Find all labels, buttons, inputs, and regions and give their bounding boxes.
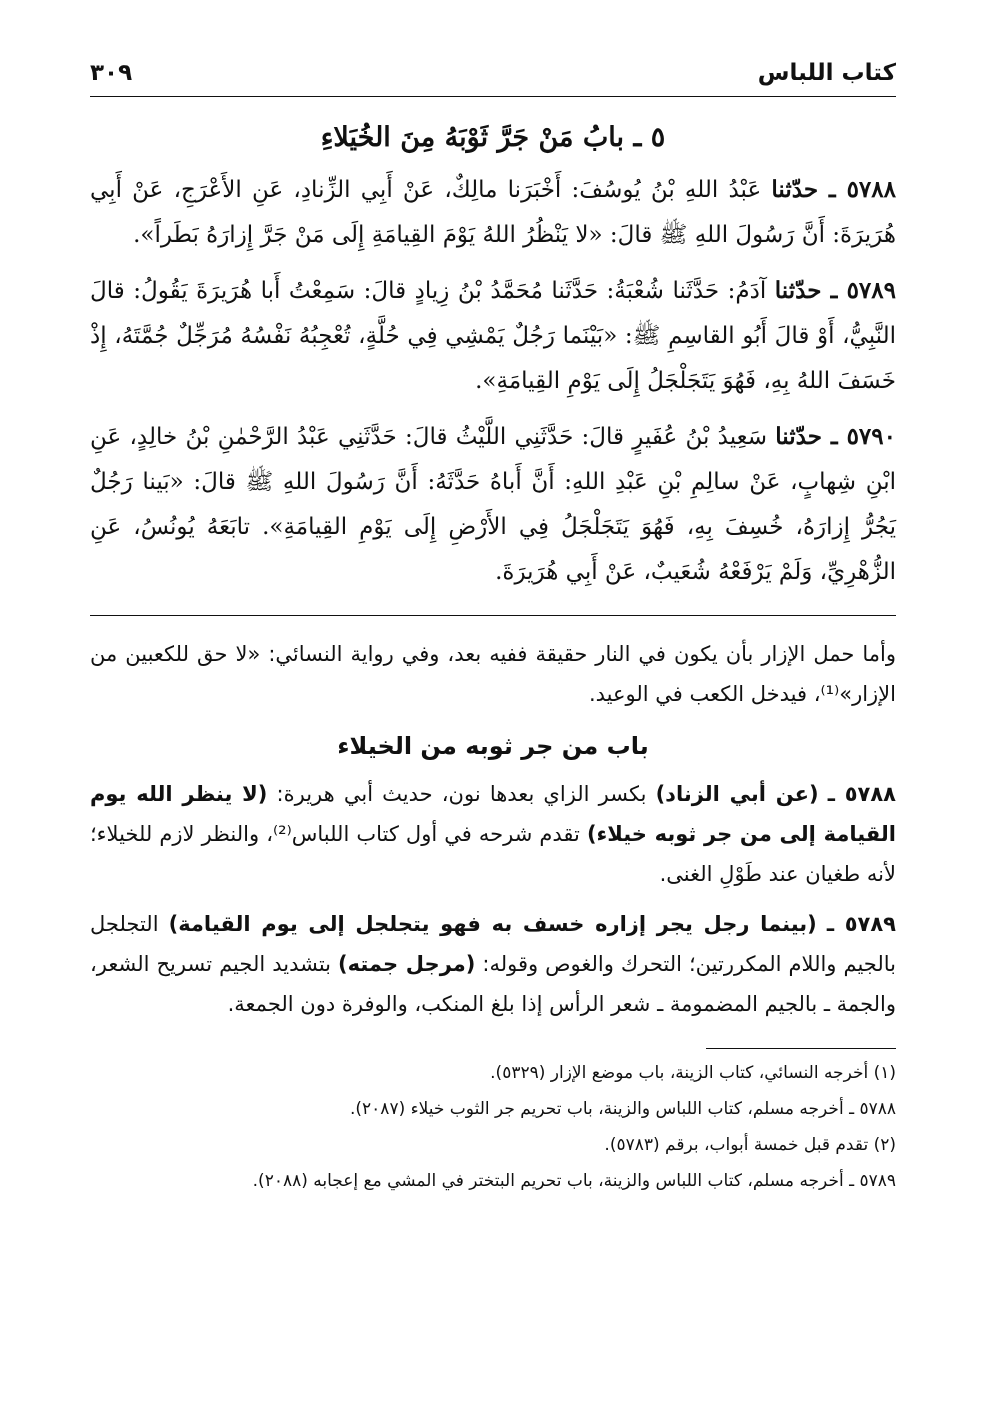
hadith-text-5790: سَعِيدُ بْنُ عُفَيرٍ قالَ: حَدَّثَنِي اللَّيْثُ قالَ: حَدَّثَنِي عَبْدُ الرَّحْمٰنِ بْنُ خالِدٍ، عَنِ ابْنِ شِهابٍ، عَنْ سالِمِ بْنِ عَبْدِ اللهِ: أَنَّ أَباهُ حَدَّثَهُ: أَنَّ رَسُولَ اللهِ ﷺ قالَ: «بَينا رَجُلٌ يَجُرُّ إِزارَهُ، خُسِفَ بِهِ، فَهُوَ يَتَجَلْجَلُ فِي الأَرْضِ إِلَى يَوْمِ القِيامَةِ». تابَعَهُ يُونُسُ، عَنِ الزُّهْرِيِّ، وَلَمْ يَرْفَعْهُ شُعَيبٌ، عَنْ أَبِي هُرَيرَةَ. bbox=[90, 424, 896, 585]
commentary-quote: (لا ينظر الله يوم القيامة إلى من جر ثوبه خيلاء) bbox=[90, 782, 896, 846]
hadith-text-5788: عَبْدُ اللهِ بْنُ يُوسُفَ: أَخْبَرَنا مالِكٌ، عَنْ أَبِي الزِّنادِ، عَنِ الأَعْرَجِ، عَنْ أَبِي هُرَيرَةَ: أَنَّ رَسُولَ اللهِ ﷺ قالَ: «لا يَنْظُرُ اللهُ يَوْمَ القِيامَةِ إِلَى مَنْ جَرَّ إِزارَهُ بَطَراً». bbox=[90, 177, 896, 248]
commentary-quote: (مرجل جمته) bbox=[338, 952, 476, 976]
hadith-text-5789: آدَمُ: حَدَّثَنا شُعْبَةُ: حَدَّثَنا مُحَمَّدُ بْنُ زِيادٍ قالَ: سَمِعْتُ أَبا هُرَيرَةَ يَقُولُ: قالَ النَّبِيُّ، أَوْ قالَ أَبُو القاسِمِ ﷺ: «بَيْنَما رَجُلٌ يَمْشِي فِي حُلَّةٍ، تُعْجِبُهُ نَفْسُهُ مُرَجِّلٌ جُمَّتَهُ، إِذْ خَسَفَ اللهُ بِهِ، فَهُوَ يَتَجَلْجَلُ إِلَى يَوْمِ القِيامَةِ». bbox=[90, 278, 896, 394]
commentary-5788 bbox=[90, 774, 896, 894]
chapter-heading: ٥ ـ بابُ مَنْ جَرَّ ثَوْبَهُ مِنَ الخُيَلاءِ bbox=[320, 122, 666, 153]
commentary-text: بتشديد الجيم تسريح الشعر، والجمة ـ بالجيم المضمومة ـ شعر الرأس إذا بلغ المنكب، والوفرة دون الجمعة. bbox=[90, 952, 896, 1016]
book-title: كتاب اللباس bbox=[757, 60, 896, 86]
commentary-text: تقدم شرحه في أول كتاب اللباس⁽²⁾، والنظر لازم للخيلاء؛ لأنه طغيان عند طَوْلِ الغنى. bbox=[90, 822, 896, 886]
footnote-item: ٥٧٨٩ ـ أخرجه مسلم، كتاب اللباس والزينة، باب تحريم البتختر في المشي مع إعجابه (٢٠٨٨). bbox=[252, 1171, 896, 1191]
text-commentary-divider bbox=[90, 615, 896, 616]
commentary-intro: وأما حمل الإزار بأن يكون في النار حقيقة ففيه بعد، وفي رواية النسائي: «لا حق للكعبين من الإزار»⁽¹⁾، فيدخل الكعب في الوعيد. bbox=[90, 642, 896, 706]
hadith-number-5788: ٥٧٨٨ ـ حدّثنا bbox=[771, 176, 896, 203]
footnotes bbox=[90, 1055, 896, 1199]
footnote-divider bbox=[706, 1048, 896, 1049]
hadith-section bbox=[90, 167, 896, 595]
commentary-text: بكسر الزاي بعدها نون، حديث أبي هريرة: bbox=[267, 782, 656, 806]
hadith-5789 bbox=[90, 268, 896, 404]
page-number: ٣٠٩ bbox=[90, 60, 133, 86]
hadith-number-5789: ٥٧٨٩ ـ حدّثنا bbox=[774, 277, 896, 304]
commentary-5789 bbox=[90, 904, 896, 1024]
commentary-quote: (بينما رجل يجر إزاره خسف به فهو يتجلجل إلى يوم القيامة) bbox=[168, 912, 817, 936]
commentary-heading: باب من جر ثوبه من الخيلاء bbox=[337, 732, 649, 760]
commentary-text: التجلجل بالجيم واللام المكررتين؛ التحرك والغوص وقوله: bbox=[90, 912, 896, 976]
commentary-number-5788: ٥٧٨٨ ـ bbox=[827, 782, 897, 806]
footnote-item: (١) أخرجه النسائي، كتاب الزينة، باب موضع الإزار (٥٣٢٩). bbox=[490, 1063, 896, 1083]
commentary-quote: (عن أبي الزناد) bbox=[655, 782, 819, 806]
book-page bbox=[90, 58, 896, 1199]
commentary-section bbox=[90, 634, 896, 1024]
footnote-item: ٥٧٨٨ ـ أخرجه مسلم، كتاب اللباس والزينة، باب تحريم جر الثوب خيلاء (٢٠٨٧). bbox=[350, 1099, 896, 1119]
commentary-number-5789: ٥٧٨٩ ـ bbox=[826, 912, 896, 936]
hadith-number-5790: ٥٧٩٠ ـ حدّثنا bbox=[775, 423, 896, 450]
hadith-5790 bbox=[90, 414, 896, 595]
page-header bbox=[90, 58, 896, 97]
hadith-5788 bbox=[90, 167, 896, 258]
footnote-item: (٢) تقدم قبل خمسة أبواب، برقم (٥٧٨٣). bbox=[604, 1135, 896, 1155]
